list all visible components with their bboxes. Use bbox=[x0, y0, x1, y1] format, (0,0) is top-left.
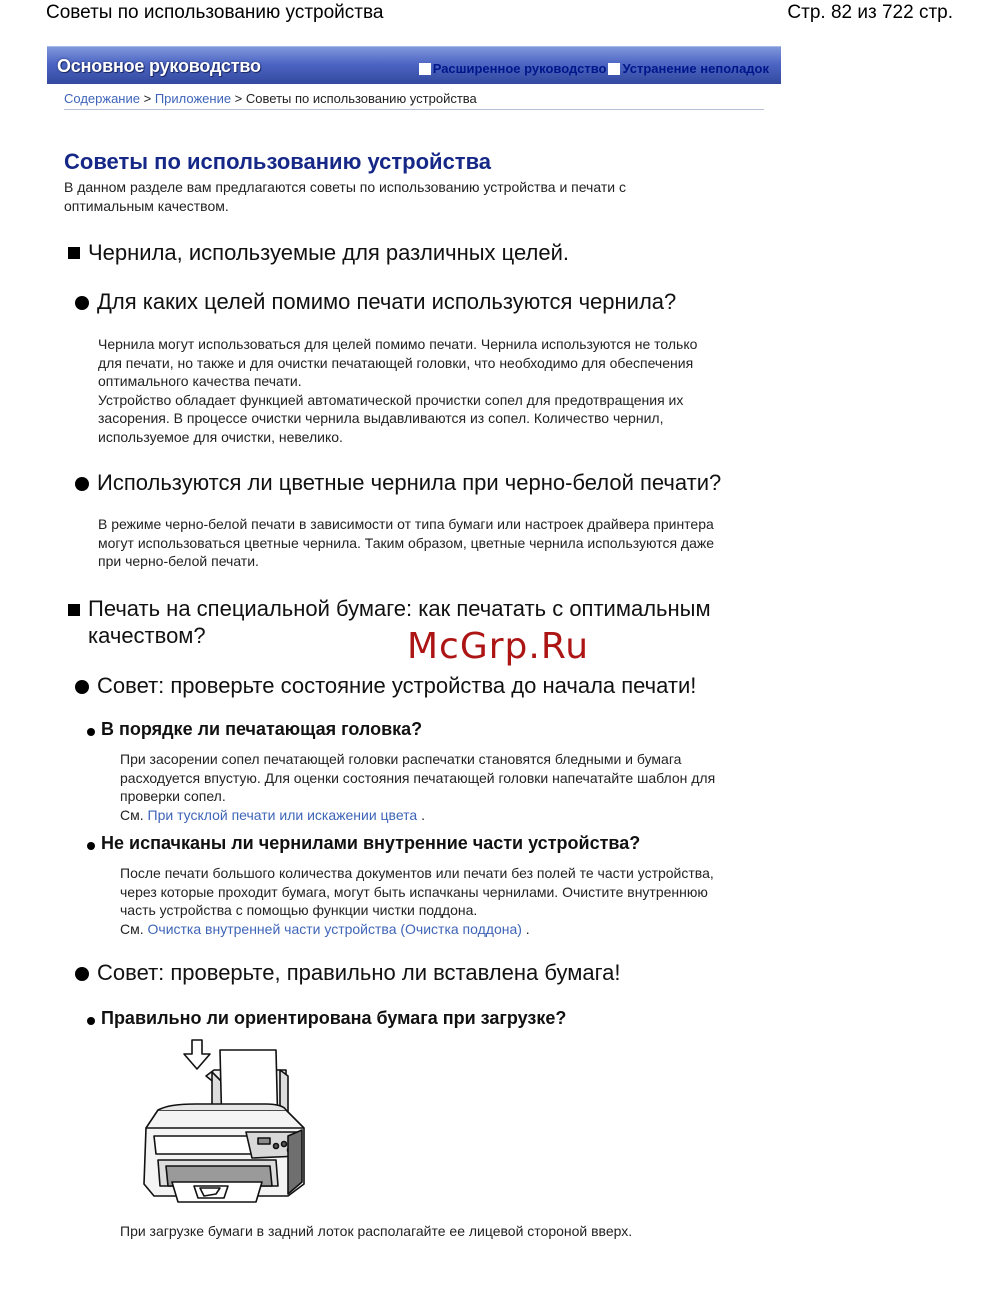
answer-text bbox=[98, 335, 778, 446]
bullet-icon bbox=[75, 680, 89, 694]
advanced-guide-link[interactable]: Расширенное руководство bbox=[432, 61, 607, 76]
text-line: засорения. В процессе очистки чернила выдавливаются из сопел. Количество чернил, bbox=[98, 410, 664, 426]
answer-text bbox=[98, 515, 778, 571]
intro-line: оптимальным качеством. bbox=[64, 198, 229, 214]
text-line: проверки сопел. bbox=[120, 788, 226, 804]
text-line: Чернила могут использоваться для целей помимо печати. Чернила используются не только bbox=[98, 336, 698, 352]
intro-text bbox=[64, 178, 704, 216]
text-line: В режиме черно-белой печати в зависимости от типа бумаги или настроек драйвера принтера bbox=[98, 516, 714, 532]
subquestion-heading: Не испачканы ли чернилами внутренние части устройства? bbox=[101, 833, 641, 853]
section-heading-ink: Чернила, используемые для различных целей. bbox=[88, 240, 569, 265]
question-heading: Для каких целей помимо печати используются чернила? bbox=[97, 289, 677, 314]
see-label: См. bbox=[120, 920, 148, 937]
square-bullet-icon bbox=[68, 604, 80, 616]
text-line: через которые проходит бумага, могут быть испачканы чернилами. Очистите внутреннюю bbox=[120, 883, 708, 900]
breadcrumb-current: Советы по использованию устройства bbox=[245, 91, 477, 106]
answer-text bbox=[120, 864, 780, 938]
bullet-icon bbox=[75, 296, 89, 310]
text-line: для печати, но также и для очистки печатающей головки, что необходимо для обеспечения bbox=[98, 354, 694, 371]
square-icon bbox=[608, 63, 620, 75]
illustration-caption: При загрузке бумаги в задний лоток располагайте ее лицевой стороной вверх. bbox=[120, 1223, 633, 1239]
printer-paper-loading-illustration bbox=[136, 1036, 312, 1208]
text-line: часть устройства с помощью функции чистки поддона. bbox=[120, 902, 478, 918]
subquestion-heading: Правильно ли ориентирована бумага при загрузке? bbox=[101, 1008, 567, 1028]
tip-heading: Совет: проверьте, правильно ли вставлена бумага! bbox=[97, 960, 621, 985]
breadcrumb bbox=[64, 91, 477, 106]
page-counter: Стр. 82 из 722 стр. bbox=[787, 2, 953, 23]
breadcrumb-divider bbox=[64, 109, 764, 110]
breadcrumb-contents-link[interactable]: Содержание bbox=[64, 91, 140, 106]
breadcrumb-appendix-link[interactable]: Приложение bbox=[154, 91, 232, 106]
subquestion-heading: В порядке ли печатающая головка? bbox=[101, 719, 423, 739]
see-end: . bbox=[417, 806, 425, 823]
text-line: при черно-белой печати. bbox=[98, 553, 259, 569]
see-label: См. bbox=[120, 806, 148, 823]
bullet-icon bbox=[87, 728, 95, 736]
faint-print-link[interactable]: При тусклой печати или искажении цвета bbox=[147, 806, 418, 823]
page-title: Советы по использованию устройства bbox=[64, 149, 492, 174]
answer-text bbox=[120, 750, 780, 824]
heading-line: Печать на специальной бумаге: как печатать с оптимальным bbox=[88, 596, 711, 621]
bullet-icon bbox=[75, 477, 89, 491]
banner-title: Основное руководство bbox=[57, 56, 261, 76]
tip-heading: Совет: проверьте состояние устройства до начала печати! bbox=[97, 673, 697, 698]
text-line: расходуется впустую. Для оценки состояния печатающей головки напечатайте шаблон для bbox=[120, 769, 716, 786]
watermark: McGrp.Ru bbox=[407, 626, 590, 667]
text-line: После печати большого количества документов или печати без полей те части устройства, bbox=[120, 865, 714, 881]
text-line: могут использоваться цветные чернила. Таким образом, цветные чернила используются даже bbox=[98, 534, 715, 551]
text-line: При засорении сопел печатающей головки распечатки становятся бледными и бумага bbox=[120, 751, 682, 767]
breadcrumb-separator: > bbox=[231, 91, 246, 106]
guide-banner bbox=[47, 46, 781, 84]
text-line: используемое для очистки, невелико. bbox=[98, 428, 343, 445]
see-line bbox=[120, 806, 780, 825]
see-line bbox=[120, 920, 780, 939]
question-heading: Используются ли цветные чернила при черно-белой печати? bbox=[97, 470, 722, 495]
text-line: оптимального качества печати. bbox=[98, 373, 302, 389]
see-end: . bbox=[521, 920, 530, 937]
bullet-icon bbox=[87, 1017, 95, 1025]
bullet-icon bbox=[87, 842, 95, 850]
bullet-icon bbox=[75, 967, 89, 981]
banner-links bbox=[419, 61, 771, 76]
intro-line: В данном разделе вам предлагаются советы по использованию устройства и печати с bbox=[64, 179, 626, 195]
down-arrow-icon bbox=[184, 1040, 210, 1069]
troubleshooting-link[interactable]: Устранение неполадок bbox=[622, 61, 769, 76]
heading-line: качеством? bbox=[88, 623, 206, 648]
platen-cleaning-link[interactable]: Очистка внутренней части устройства (Очистка поддона) bbox=[147, 920, 522, 937]
breadcrumb-separator: > bbox=[139, 91, 155, 106]
square-icon bbox=[419, 63, 431, 75]
text-line: Устройство обладает функцией автоматической прочистки сопел для предотвращения их bbox=[98, 391, 684, 408]
section-heading-paper bbox=[88, 595, 711, 649]
page-header-title: Советы по использованию устройства bbox=[46, 2, 384, 23]
square-bullet-icon bbox=[68, 247, 80, 259]
